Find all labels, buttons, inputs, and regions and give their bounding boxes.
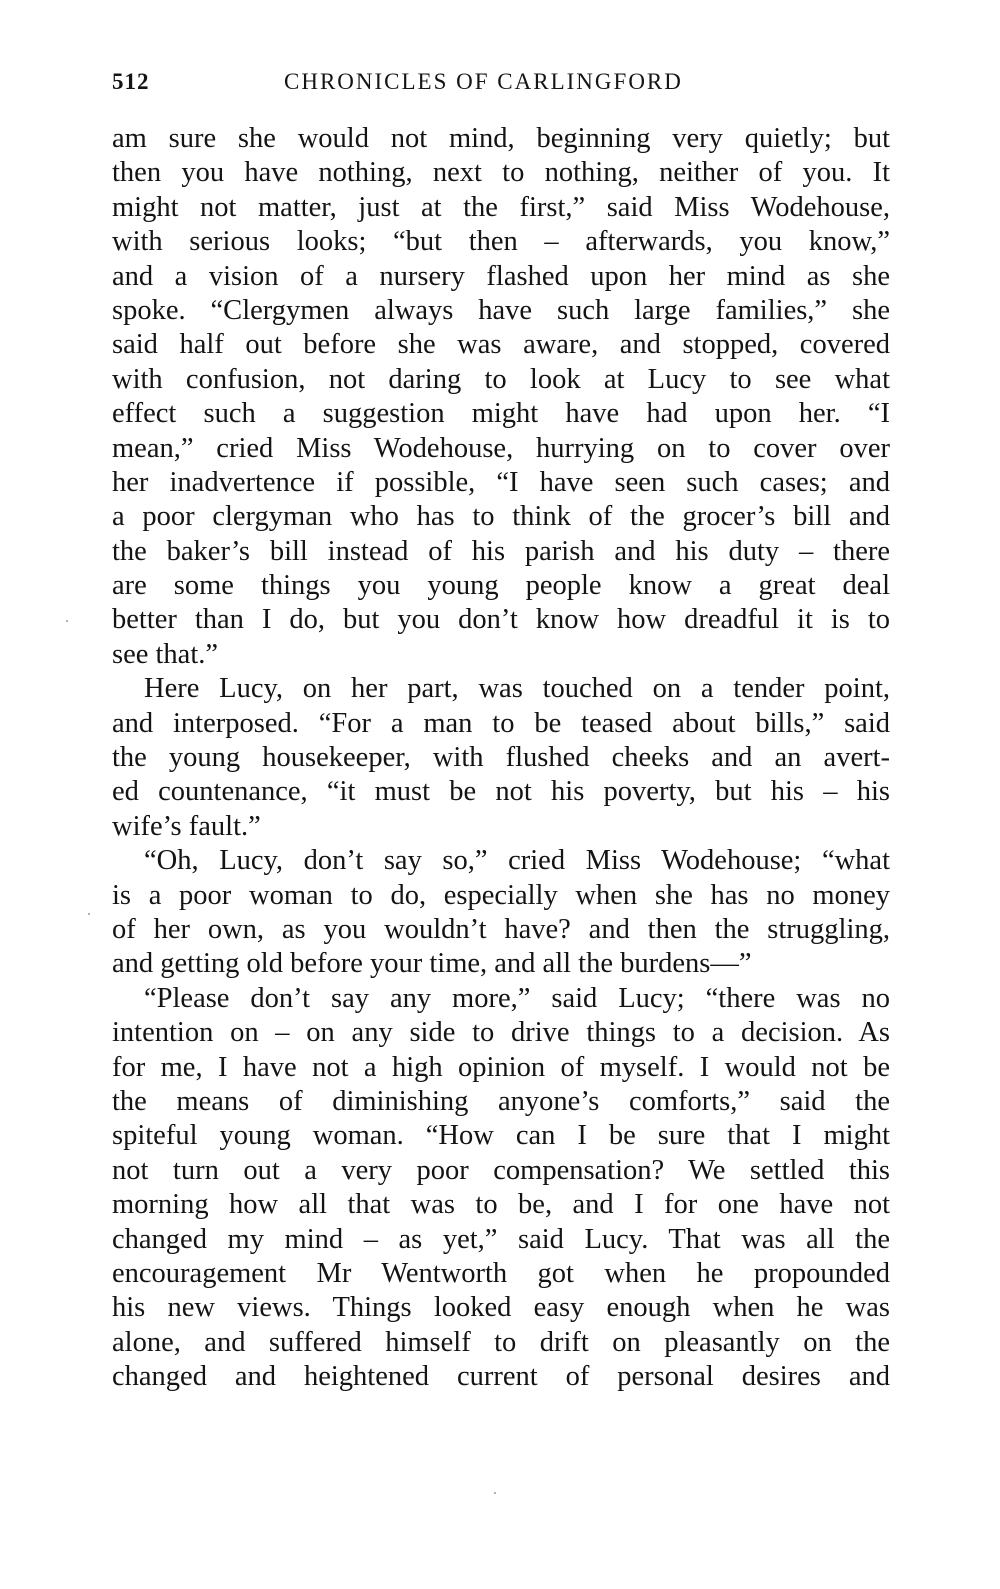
text-line: for me, I have not a high opinion of myself. I would not be: [112, 1051, 890, 1083]
scan-speck: [88, 913, 90, 915]
text-line: Here Lucy, on her part, was touched on a tender point,: [144, 673, 890, 705]
text-line: the baker’s bill instead of his parish and his duty – there: [112, 535, 890, 567]
text-line: are some things you young people know a great deal: [112, 570, 890, 602]
text-line: intention on – on any side to drive things to a decision. As: [112, 1017, 890, 1049]
scan-speck: [66, 620, 68, 622]
text-line: and a vision of a nursery flashed upon her mind as she: [112, 260, 890, 292]
body-text: [112, 122, 890, 1394]
text-line: and getting old before your time, and all the burdens—”: [112, 948, 752, 980]
text-line: the means of diminishing anyone’s comforts,” said the: [112, 1085, 890, 1117]
running-title: CHRONICLES OF CARLINGFORD: [284, 69, 683, 94]
text-line: alone, and suffered himself to drift on pleasantly on the: [112, 1326, 890, 1358]
text-line: said half out before she was aware, and stopped, covered: [112, 329, 890, 361]
text-line: “Oh, Lucy, don’t say so,” cried Miss Wodehouse; “what: [144, 845, 890, 877]
text-line: the young housekeeper, with flushed cheeks and an avert-: [112, 742, 890, 774]
text-line: see that.”: [112, 638, 219, 670]
text-line: her inadvertence if possible, “I have seen such cases; and: [112, 466, 890, 498]
text-line: spiteful young woman. “How can I be sure that I might: [112, 1120, 890, 1152]
text-line: encouragement Mr Wentworth got when he propounded: [112, 1257, 890, 1289]
text-line: better than I do, but you don’t know how dreadful it is to: [112, 604, 890, 636]
running-head: [112, 66, 892, 98]
text-line: changed my mind – as yet,” said Lucy. That was all the: [112, 1223, 890, 1255]
text-line: wife’s fault.”: [112, 810, 261, 842]
text-line: a poor clergyman who has to think of the grocer’s bill and: [112, 501, 890, 533]
text-line: is a poor woman to do, especially when she has no money: [112, 879, 890, 911]
text-line: then you have nothing, next to nothing, neither of you. It: [112, 157, 890, 189]
text-line: of her own, as you wouldn’t have? and then the struggling,: [112, 913, 890, 945]
text-line: am sure she would not mind, beginning very quietly; but: [112, 123, 890, 154]
text-line: his new views. Things looked easy enough when he was: [112, 1292, 890, 1324]
text-line: might not matter, just at the first,” said Miss Wodehouse,: [112, 191, 890, 223]
page-number: 512: [112, 69, 150, 94]
scan-speck: [494, 1492, 496, 1494]
text-line: morning how all that was to be, and I for one have not: [112, 1189, 890, 1221]
text-line: not turn out a very poor compensation? We settled this: [112, 1154, 890, 1186]
text-line: ed countenance, “it must be not his poverty, but his – his: [112, 776, 890, 808]
text-line: and interposed. “For a man to be teased about bills,” said: [112, 707, 890, 739]
text-line: with serious looks; “but then – afterwards, you know,”: [112, 226, 890, 258]
text-line: effect such a suggestion might have had upon her. “I: [112, 398, 890, 430]
text-line: changed and heightened current of personal desires and: [112, 1361, 890, 1393]
text-line: spoke. “Clergymen always have such large families,” she: [112, 294, 890, 326]
text-line: “Please don’t say any more,” said Lucy; “there was no: [144, 982, 890, 1014]
text-line: with confusion, not daring to look at Lucy to see what: [112, 363, 890, 395]
text-line: mean,” cried Miss Wodehouse, hurrying on to cover over: [112, 432, 890, 464]
